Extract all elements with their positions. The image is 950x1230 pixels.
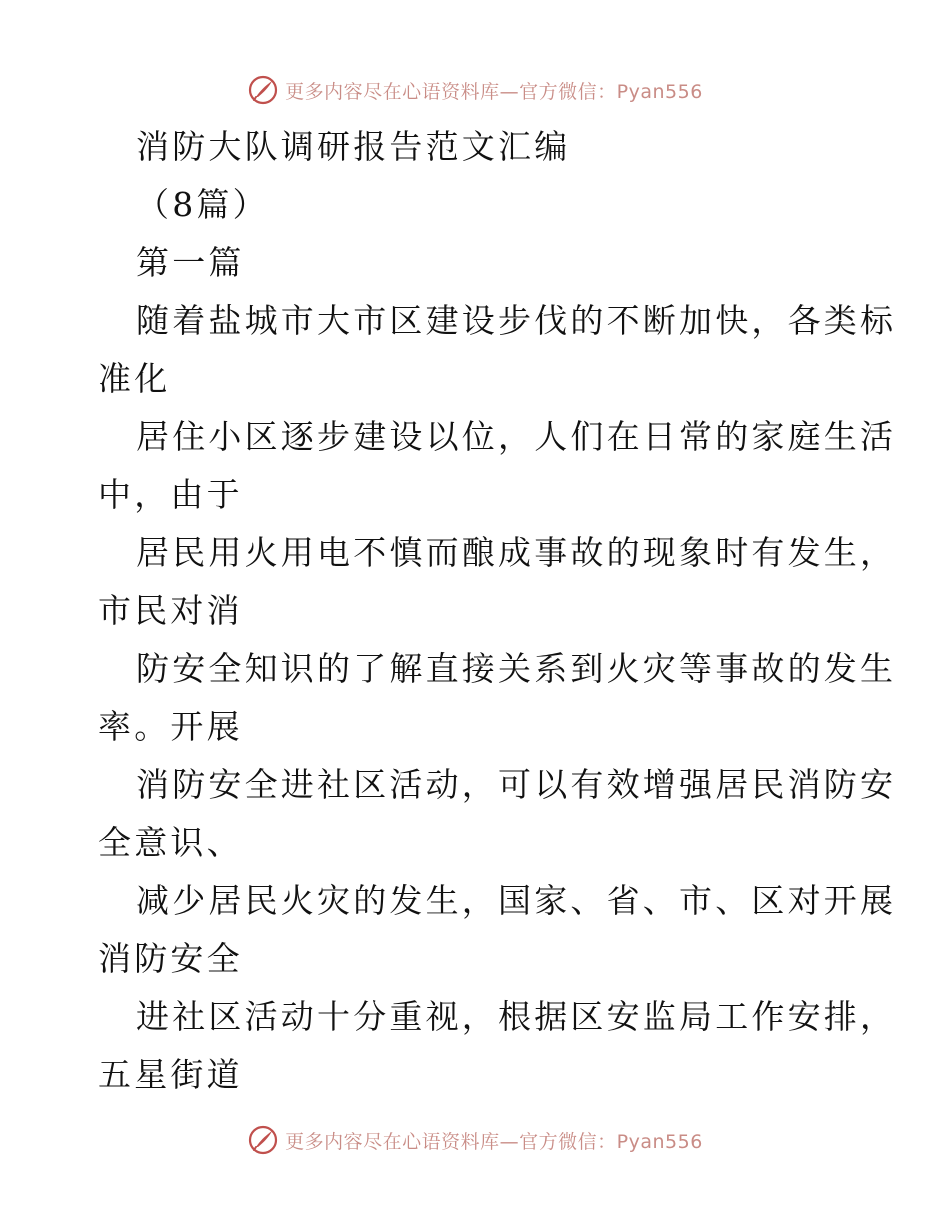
text-line: 五星街道	[98, 1055, 243, 1094]
text-line: 居住小区逐步建设以位，人们在日常的家庭生活	[136, 417, 897, 456]
text-line: 减少居民火灾的发生，国家、省、市、区对开展	[136, 881, 897, 920]
text-line: （8篇）	[136, 185, 269, 224]
text-line: 消防安全	[98, 939, 243, 978]
banner-text: 更多内容尽在心语资料库—官方微信：Pyan556	[285, 80, 703, 103]
quill-pen-logo-icon	[247, 74, 279, 106]
document-title: 消防大队调研报告范文汇编	[136, 127, 571, 166]
text-line: 居民用火用电不慎而酿成事故的现象时有发生，	[136, 533, 897, 572]
document-body	[98, 118, 897, 1104]
text-line: 中，由于	[98, 475, 243, 514]
footer-banner	[0, 1120, 950, 1160]
quill-pen-logo-icon	[247, 1124, 279, 1156]
text-line: 第一篇	[136, 243, 245, 282]
text-line: 进社区活动十分重视，根据区安监局工作安排，	[136, 997, 897, 1036]
text-line: 全意识、	[98, 823, 243, 862]
text-line: 随着盐城市大市区建设步伐的不断加快，各类标	[136, 301, 897, 340]
text-line: 市民对消	[98, 591, 243, 630]
text-line: 率。开展	[98, 707, 243, 746]
header-banner	[0, 70, 950, 110]
banner-text: 更多内容尽在心语资料库—官方微信：Pyan556	[285, 1130, 703, 1153]
text-line: 消防安全进社区活动，可以有效增强居民消防安	[136, 765, 897, 804]
text-line: 防安全知识的了解直接关系到火灾等事故的发生	[136, 649, 897, 688]
text-line: 准化	[98, 359, 171, 398]
